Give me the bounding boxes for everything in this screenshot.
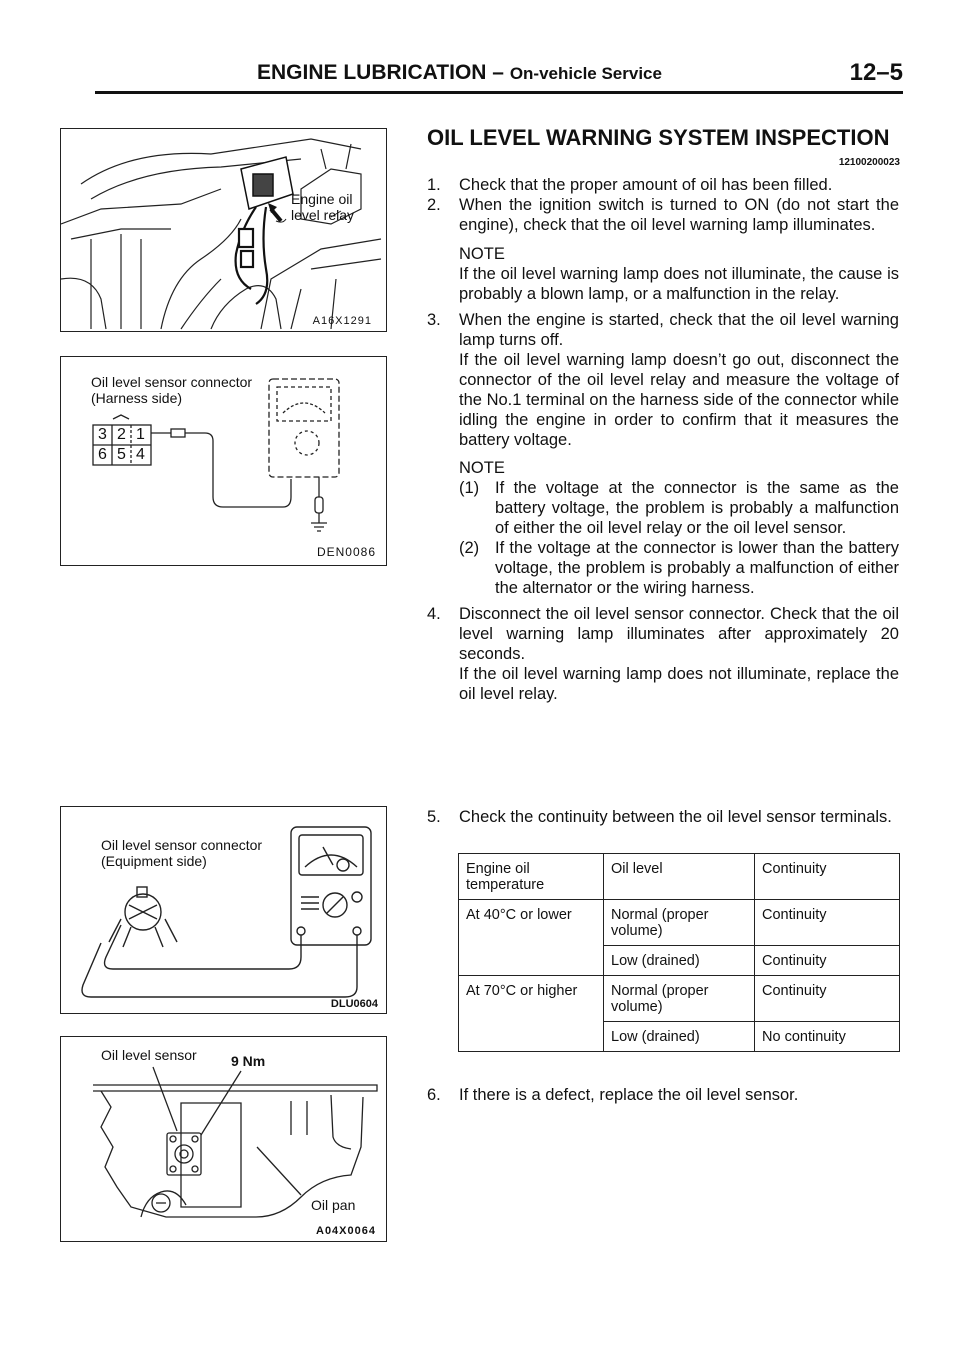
figure-code: DEN0086 [316,545,376,559]
oil-level-sensor-label: Oil level sensor [101,1047,197,1063]
oil-pan-label: Oil pan [311,1197,356,1213]
note-text: If the oil level warning lamp does not illuminate, the cause is probably a blown lamp, or a malfunction in the relay. [459,265,899,303]
pin-4: 4 [136,446,145,463]
table-cell: No continuity [755,1022,900,1052]
table-header: Oil level [604,854,755,900]
table-cell: Continuity [755,976,900,1022]
table-cell: Low (drained) [604,946,755,976]
table-cell [459,1022,604,1052]
note-label: NOTE [459,245,505,263]
step-6: 6. If there is a defect, replace the oil level sensor. [427,1086,799,1104]
continuity-table [458,853,900,1052]
header-section-name: ENGINE LUBRICATION [257,61,487,84]
pin-6: 6 [98,446,107,463]
step-4: 4. Disconnect the oil level sensor connector. Check that the oil level warning lamp illuminates after approximately 20 seconds. If the oil level warning lamp does not illuminate, replace the oil level relay. [427,605,899,703]
pin-1: 1 [136,426,145,443]
table-cell: Continuity [755,946,900,976]
note-item-1: (1) If the voltage at the connector is the same as the battery voltage, the problem is probably a malfunction of either the oil level relay or the oil level sensor. [459,479,899,537]
figure-code: A04X0064 [316,1225,376,1237]
figure-code: DLU0604 [330,998,378,1010]
note-label: NOTE [459,459,505,477]
table-cell: At 40°C or lower [459,900,604,946]
step-6-block [427,1085,899,1111]
table-row [459,946,900,976]
note-item-2: (2) If the voltage at the connector is lower than the battery voltage, the problem is probably a malfunction of either the alternator or the wiring harness. [459,539,899,597]
step-1: 1. Check that the proper amount of oil has been filled. [427,176,833,194]
figure-harness-side-connector [60,356,387,566]
engine-oil-level-relay-label: Engine oil level relay [291,191,355,223]
relay-location-illustration [61,129,386,331]
section-title: OIL LEVEL WARNING SYSTEM INSPECTION [427,125,890,150]
table-row [459,1022,900,1052]
table-cell: Normal (proper volume) [604,976,755,1022]
table-cell [459,946,604,976]
header-dash: – [492,61,504,84]
equipment-connector-label: Oil level sensor connector (Equipment side) [101,837,263,869]
pin-2: 2 [117,426,126,443]
table-cell: Continuity [755,900,900,946]
table-cell: Low (drained) [604,1022,755,1052]
step-2: 2. When the ignition switch is turned to ON (do not start the engine), check that the oil level warning lamp illuminates. NOTE If the oil level warning lamp does not illuminate, the cause is probably a blown lamp, or a malfunction in the relay. [427,196,899,303]
table-row [459,976,900,1022]
page-header [95,55,903,94]
header-subtitle: On-vehicle Service [509,64,662,83]
page-number: 12–5 [849,59,903,86]
connector-pin-numbers [93,425,151,465]
step-3: 3. When the engine is started, check that the oil level warning lamp turns off. If the oil level warning lamp doesn’t go out, disconnect the connector of the oil level relay and measure the voltage of the No.1 terminal on the harness side of the connector while idling the engine in order to confirm that it measures the battery voltage. NOTE (1) If the voltage at the connector is the same as the battery voltage, the problem is probably a malfunction of either the oil level relay or the oil level sensor. (2) If the voltage at the connector is lower than the battery voltage, the problem is probably a malfunction of either the alternator or the wiring harness. [427,311,899,597]
pin-5: 5 [117,446,126,463]
torque-value: 9 Nm [231,1053,266,1069]
table-header: Engine oil temperature [459,854,604,900]
harness-connector-label: Oil level sensor connector (Harness side) [91,374,253,406]
steps-1-to-4 [427,175,899,710]
table-row [459,900,900,946]
figure-oil-level-relay [60,128,387,332]
table-header-row [459,854,900,900]
pin-3: 3 [98,426,107,443]
table-cell: Normal (proper volume) [604,900,755,946]
step-5-block [427,807,899,833]
figure-code: A16X1291 [312,315,372,327]
section-id: 12100200023 [838,157,900,168]
header-title [257,61,662,85]
step-5: 5. Check the continuity between the oil level sensor terminals. [427,808,892,826]
figure-equipment-side-connector [60,806,387,1014]
table-cell: At 70°C or higher [459,976,604,1022]
figure-oil-level-sensor [60,1036,387,1242]
table-header: Continuity [755,854,900,900]
